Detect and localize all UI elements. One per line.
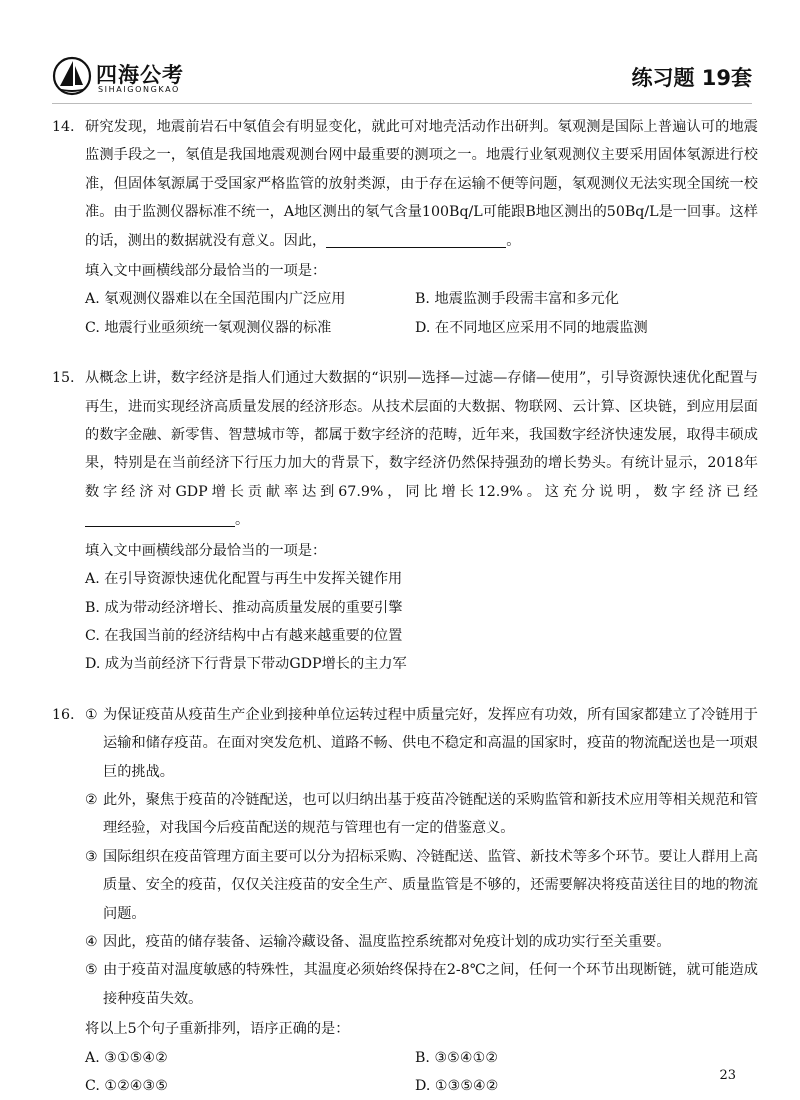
stem-text: 研究发现，地震前岩石中氡值会有明显变化，就此可对地壳活动作出研判。氡观测是国际上普遍认可的地震监测手段之一，氡值是我国地震观测台网中最重要的测项之一。地震行业氡观测仪主要采用固体氡源进行校准，但固体氡源属于受国家严格监管的放射类源，由于存在运输不便等问题，氡观测仪无法实现全国统一校准。由于监测仪器标准不统一，A地区测出的氡气含量100Bq/L可能跟B地区测出的50Bq/L是一回事。这样的话，测出的数据就没有意义。因此， [85, 119, 758, 249]
sentence-text: 因此，疫苗的储存装备、运输冷藏设备、温度监控系统都对免疫计划的成功实行至关重要。 [103, 933, 671, 950]
sihai-logo [52, 56, 202, 100]
logo-english-text: SIHAIGONGKAO [98, 85, 180, 94]
stem-end: 。 [235, 512, 250, 529]
option-b: B. 成为带动经济增长、推动高质量发展的重要引擎 [85, 599, 403, 616]
sentence-5 [85, 956, 758, 1013]
option-d: D. 在不同地区应采用不同的地震监测 [415, 319, 648, 336]
sentence-text: 国际组织在疫苗管理方面主要可以分为招标采购、冷链配送、监管、新技术等多个环节。要让人群用上高质量、安全的疫苗，仅仅关注疫苗的安全生产、质量监管是不够的，还需要解决将疫苗送往目的地的物流问题。 [103, 848, 758, 922]
page-header [0, 0, 800, 110]
sentence-marker: ② [85, 791, 98, 808]
sentence-1 [85, 701, 758, 786]
question-15 [52, 364, 758, 678]
options-list [85, 565, 758, 679]
sentence-2 [85, 786, 758, 843]
sentence-text: 此外，聚焦于疫苗的冷链配送，也可以归纳出基于疫苗冷链配送的采购监管和新技术应用等相关规范和管理经验，对我国今后疫苗配送的规范与管理也有一定的借鉴意义。 [103, 791, 758, 837]
question-16 [52, 701, 758, 1100]
sentence-3 [85, 843, 758, 928]
option-c: C. 地震行业亟须统一氡观测仪器的标准 [85, 319, 332, 336]
logo-chinese-text: 四海公考 [96, 63, 184, 87]
options-list [85, 285, 758, 342]
sentence-marker: ③ [85, 848, 98, 865]
question-stem [85, 113, 758, 255]
question-number: 15. [52, 370, 75, 387]
option-c: C. 在我国当前的经济结构中占有越来越重要的位置 [85, 627, 403, 644]
options-list [85, 1044, 758, 1100]
answer-blank [326, 231, 506, 248]
sentence-marker: ① [85, 706, 98, 723]
question-prompt: 填入文中画横线部分最恰当的一项是： [85, 542, 327, 559]
option-b: B. 地震监测手段需丰富和多元化 [415, 291, 619, 308]
question-stem [85, 364, 758, 534]
sentence-text: 由于疫苗对温度敏感的特殊性，其温度必须始终保持在2-8℃之间，任何一个环节出现断链，就可能造成接种疫苗失效。 [103, 962, 758, 1007]
sentence-marker: ④ [85, 933, 98, 950]
option-a: A. 在引导资源快速优化配置与再生中发挥关键作用 [85, 571, 403, 588]
header-divider [52, 103, 752, 104]
stem-end: 。 [506, 232, 521, 249]
option-a: A. ③①⑤④② [85, 1049, 168, 1066]
sentence-marker: ⑤ [85, 962, 98, 979]
question-prompt: 填入文中画横线部分最恰当的一项是： [85, 263, 327, 280]
question-prompt: 将以上5个句子重新排列，语序正确的是： [85, 1021, 350, 1038]
sailboat-logo-icon [52, 56, 92, 96]
sentence-text: 为保证疫苗从疫苗生产企业到接种单位运转过程中质量完好，发挥应有功效，所有国家都建立了冷链用于运输和储存疫苗。在面对突发危机、道路不畅、供电不稳定和高温的国家时，疫苗的物流配送也是一项艰巨的挑战。 [103, 706, 758, 780]
question-number: 16. [52, 706, 75, 723]
question-number: 14. [52, 119, 75, 135]
question-14 [52, 113, 758, 342]
sentence-4 [85, 928, 758, 956]
option-b: B. ③⑤④①② [415, 1049, 499, 1066]
questions-area [52, 113, 758, 1100]
stem-text: 从概念上讲，数字经济是指人们通过大数据的“识别—选择—过滤—存储—使用”，引导资源快速优化配置与再生，进而实现经济高质量发展的经济形态。从技术层面的大数据、物联网、云计算、区块链，到应用层面的数字金融、新零售、智慧城市等，都属于数字经济的范畴，近年来，我国数字经济快速发展，取得丰硕成果，特别是在当前经济下行压力加大的背景下，数字经济仍然保持强劲的增长势头。有统计显示，2018年数字经济对GDP增长贡献率达到67.9%，同比增长12.9%。这充分说明，数字经济已经 [85, 370, 758, 500]
answer-blank [85, 510, 235, 527]
option-d: D. ①③⑤④② [415, 1078, 499, 1094]
option-a: A. 氡观测仪器难以在全国范围内广泛应用 [85, 291, 346, 308]
option-c: C. ①②④③⑤ [85, 1078, 168, 1094]
page-number: 23 [719, 1068, 736, 1083]
option-d: D. 成为当前经济下行背景下带动GDP增长的主力军 [85, 656, 407, 673]
exercise-set-title: 练习题 19套 [631, 66, 752, 90]
